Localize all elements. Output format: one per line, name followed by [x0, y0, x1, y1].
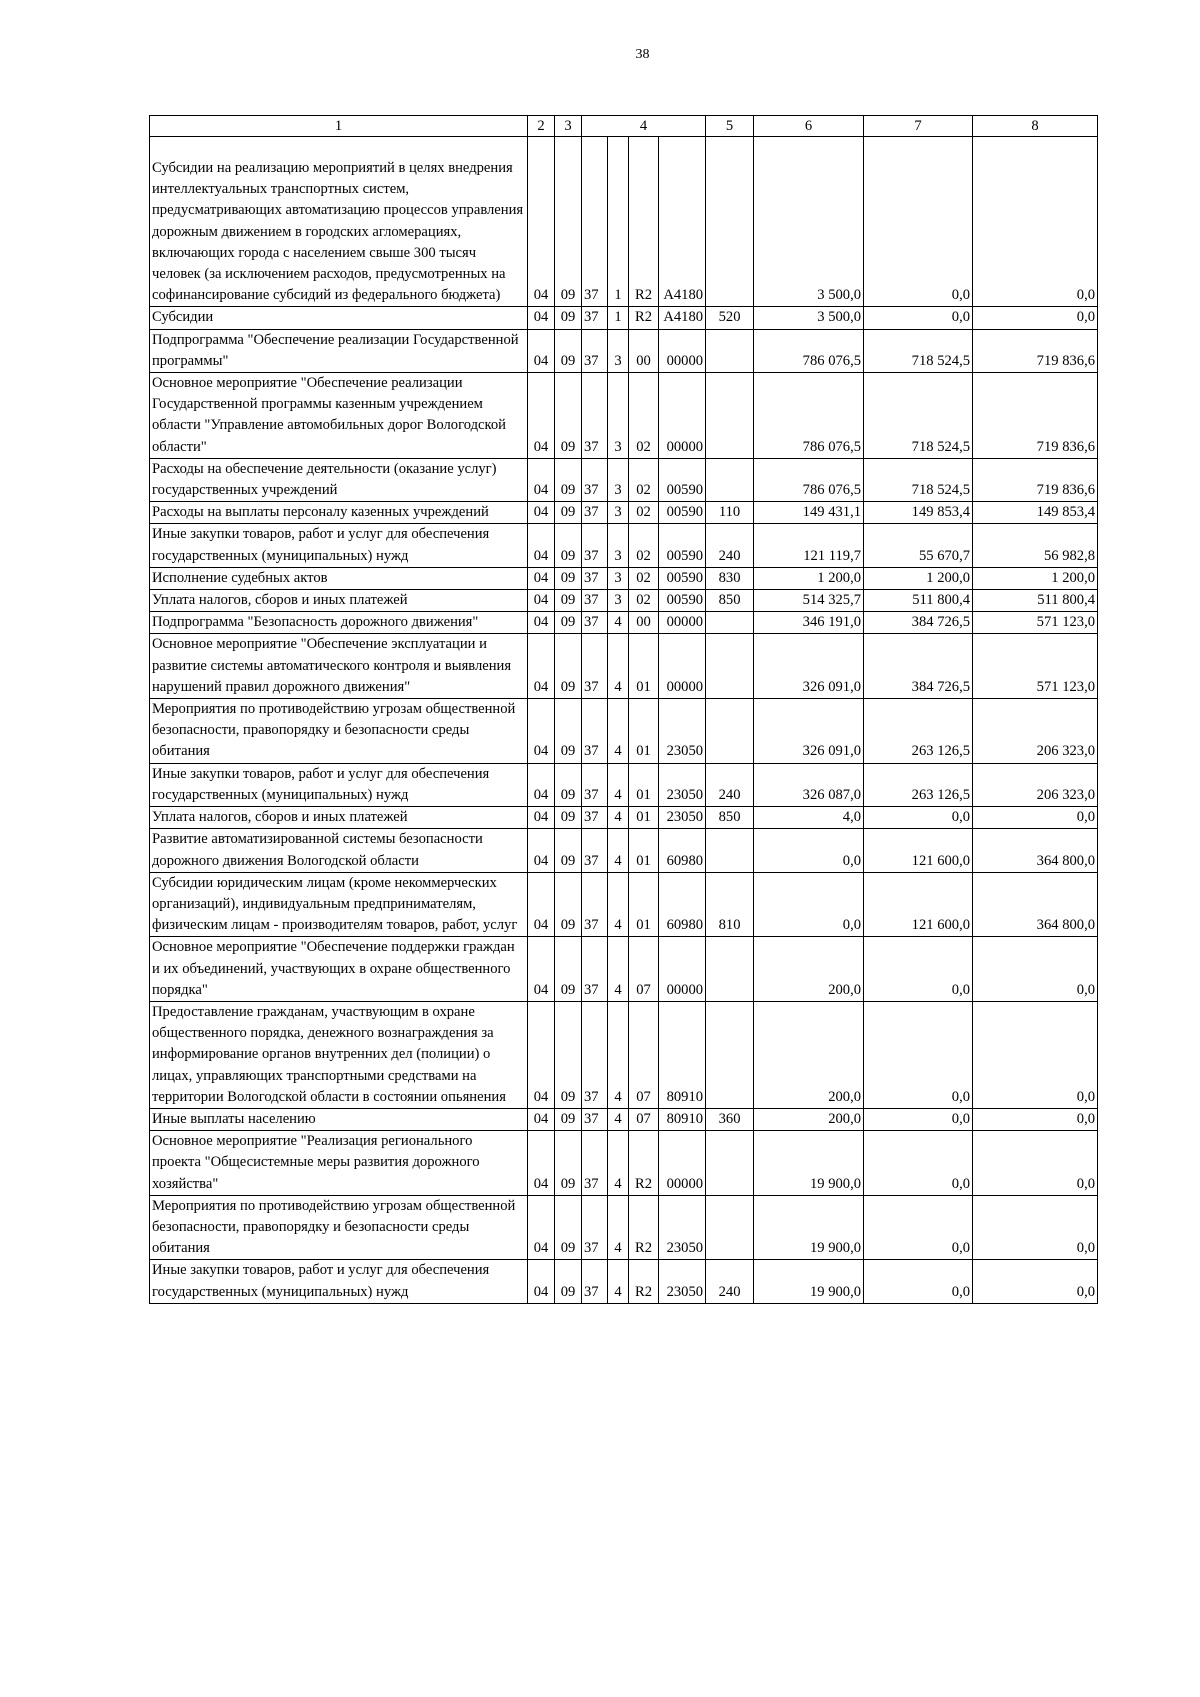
program-code-cell: 37: [582, 872, 608, 937]
subsection-code-cell: 09: [555, 937, 582, 1002]
direction-code-cell: 80910: [659, 1001, 706, 1108]
row-name-cell: Субсидии: [150, 307, 528, 329]
header-cell: 1: [150, 116, 528, 137]
amount-col8-cell: 719 836,6: [973, 458, 1098, 501]
section-code-cell: 04: [528, 458, 555, 501]
direction-code-cell: 23050: [659, 1195, 706, 1260]
amount-col6-cell: 514 325,7: [754, 590, 864, 612]
direction-code-cell: 00590: [659, 590, 706, 612]
table-row: [150, 1108, 1098, 1130]
amount-col8-cell: 0,0: [973, 137, 1098, 307]
subprogram-code-cell: 1: [608, 137, 629, 307]
activity-code-cell: 01: [629, 763, 659, 806]
activity-code-cell: R2: [629, 1195, 659, 1260]
expense-type-cell: 240: [706, 763, 754, 806]
row-name-cell: Исполнение судебных актов: [150, 567, 528, 589]
amount-col8-cell: 571 123,0: [973, 612, 1098, 634]
subsection-code-cell: 09: [555, 373, 582, 459]
amount-col8-cell: 364 800,0: [973, 872, 1098, 937]
amount-col6-cell: 346 191,0: [754, 612, 864, 634]
table-row: [150, 937, 1098, 1002]
amount-col6-cell: 1 200,0: [754, 567, 864, 589]
amount-col6-cell: 786 076,5: [754, 373, 864, 459]
row-name-cell: Расходы на обеспечение деятельности (оказание услуг) государственных учреждений: [150, 458, 528, 501]
table-row: [150, 567, 1098, 589]
expense-type-cell: 520: [706, 307, 754, 329]
direction-code-cell: 00000: [659, 373, 706, 459]
amount-col8-cell: 0,0: [973, 1001, 1098, 1108]
subprogram-code-cell: 4: [608, 634, 629, 699]
amount-col6-cell: 3 500,0: [754, 137, 864, 307]
amount-col7-cell: 511 800,4: [864, 590, 973, 612]
expense-type-cell: [706, 937, 754, 1002]
subsection-code-cell: 09: [555, 307, 582, 329]
table-row: [150, 524, 1098, 567]
subprogram-code-cell: 3: [608, 524, 629, 567]
amount-col6-cell: 786 076,5: [754, 329, 864, 372]
subprogram-code-cell: 4: [608, 829, 629, 872]
direction-code-cell: 23050: [659, 699, 706, 764]
program-code-cell: 37: [582, 763, 608, 806]
subprogram-code-cell: 4: [608, 763, 629, 806]
program-code-cell: 37: [582, 1195, 608, 1260]
section-code-cell: 04: [528, 807, 555, 829]
activity-code-cell: 00: [629, 329, 659, 372]
section-code-cell: 04: [528, 937, 555, 1002]
table-row: [150, 1260, 1098, 1303]
amount-col8-cell: 1 200,0: [973, 567, 1098, 589]
amount-col7-cell: 0,0: [864, 307, 973, 329]
activity-code-cell: R2: [629, 137, 659, 307]
section-code-cell: 04: [528, 1195, 555, 1260]
program-code-cell: 37: [582, 502, 608, 524]
expense-type-cell: [706, 458, 754, 501]
activity-code-cell: R2: [629, 307, 659, 329]
amount-col7-cell: 0,0: [864, 1131, 973, 1196]
table-row: [150, 329, 1098, 372]
program-code-cell: 37: [582, 458, 608, 501]
amount-col8-cell: 56 982,8: [973, 524, 1098, 567]
program-code-cell: 37: [582, 137, 608, 307]
table-row: [150, 458, 1098, 501]
amount-col7-cell: 149 853,4: [864, 502, 973, 524]
direction-code-cell: 00000: [659, 634, 706, 699]
subprogram-code-cell: 3: [608, 458, 629, 501]
amount-col7-cell: 121 600,0: [864, 872, 973, 937]
section-code-cell: 04: [528, 1131, 555, 1196]
activity-code-cell: 01: [629, 807, 659, 829]
subsection-code-cell: 09: [555, 612, 582, 634]
section-code-cell: 04: [528, 699, 555, 764]
amount-col6-cell: 149 431,1: [754, 502, 864, 524]
activity-code-cell: 02: [629, 373, 659, 459]
activity-code-cell: 00: [629, 612, 659, 634]
row-name-cell: Иные выплаты населению: [150, 1108, 528, 1130]
activity-code-cell: 02: [629, 567, 659, 589]
program-code-cell: 37: [582, 699, 608, 764]
row-name-cell: Основное мероприятие "Реализация регионального проекта "Общесистемные меры развития дорожного хозяйства": [150, 1131, 528, 1196]
table-row: [150, 872, 1098, 937]
table-row: [150, 590, 1098, 612]
subprogram-code-cell: 3: [608, 373, 629, 459]
table-row: [150, 307, 1098, 329]
row-name-cell: Мероприятия по противодействию угрозам общественной безопасности, правопорядку и безопасности среды обитания: [150, 699, 528, 764]
expense-type-cell: 830: [706, 567, 754, 589]
amount-col7-cell: 0,0: [864, 1108, 973, 1130]
program-code-cell: 37: [582, 612, 608, 634]
section-code-cell: 04: [528, 829, 555, 872]
expense-type-cell: [706, 137, 754, 307]
header-row: [150, 116, 1098, 137]
expense-type-cell: [706, 1195, 754, 1260]
subprogram-code-cell: 4: [608, 872, 629, 937]
subsection-code-cell: 09: [555, 1001, 582, 1108]
row-name-cell: Подпрограмма "Обеспечение реализации Государственной программы": [150, 329, 528, 372]
direction-code-cell: 00000: [659, 1131, 706, 1196]
expense-type-cell: 240: [706, 1260, 754, 1303]
subprogram-code-cell: 3: [608, 502, 629, 524]
amount-col7-cell: 0,0: [864, 1001, 973, 1108]
table-row: [150, 137, 1098, 307]
section-code-cell: 04: [528, 872, 555, 937]
direction-code-cell: 00590: [659, 502, 706, 524]
subprogram-code-cell: 4: [608, 1195, 629, 1260]
table-row: [150, 1001, 1098, 1108]
section-code-cell: 04: [528, 307, 555, 329]
activity-code-cell: 02: [629, 590, 659, 612]
amount-col7-cell: 718 524,5: [864, 458, 973, 501]
row-name-cell: Уплата налогов, сборов и иных платежей: [150, 807, 528, 829]
subprogram-code-cell: 4: [608, 1108, 629, 1130]
table-row: [150, 634, 1098, 699]
amount-col8-cell: 364 800,0: [973, 829, 1098, 872]
section-code-cell: 04: [528, 1001, 555, 1108]
table-row: [150, 807, 1098, 829]
row-name-cell: Уплата налогов, сборов и иных платежей: [150, 590, 528, 612]
subprogram-code-cell: 1: [608, 307, 629, 329]
amount-col8-cell: 511 800,4: [973, 590, 1098, 612]
amount-col8-cell: 719 836,6: [973, 329, 1098, 372]
header-cell: 2: [528, 116, 555, 137]
program-code-cell: 37: [582, 329, 608, 372]
program-code-cell: 37: [582, 567, 608, 589]
amount-col6-cell: 200,0: [754, 1108, 864, 1130]
subprogram-code-cell: 4: [608, 612, 629, 634]
program-code-cell: 37: [582, 1131, 608, 1196]
section-code-cell: 04: [528, 567, 555, 589]
direction-code-cell: A4180: [659, 137, 706, 307]
amount-col8-cell: 206 323,0: [973, 699, 1098, 764]
amount-col7-cell: 384 726,5: [864, 634, 973, 699]
program-code-cell: 37: [582, 307, 608, 329]
amount-col8-cell: 0,0: [973, 307, 1098, 329]
program-code-cell: 37: [582, 1001, 608, 1108]
amount-col8-cell: 0,0: [973, 1260, 1098, 1303]
expense-type-cell: [706, 634, 754, 699]
activity-code-cell: R2: [629, 1260, 659, 1303]
table-row: [150, 1131, 1098, 1196]
expense-type-cell: [706, 1001, 754, 1108]
section-code-cell: 04: [528, 502, 555, 524]
amount-col7-cell: 0,0: [864, 807, 973, 829]
expense-type-cell: [706, 612, 754, 634]
activity-code-cell: 07: [629, 937, 659, 1002]
amount-col6-cell: 0,0: [754, 872, 864, 937]
program-code-cell: 37: [582, 1108, 608, 1130]
amount-col7-cell: 263 126,5: [864, 699, 973, 764]
amount-col6-cell: 786 076,5: [754, 458, 864, 501]
table-body: [150, 137, 1098, 1304]
subsection-code-cell: 09: [555, 699, 582, 764]
activity-code-cell: 01: [629, 699, 659, 764]
subsection-code-cell: 09: [555, 763, 582, 806]
amount-col6-cell: 121 119,7: [754, 524, 864, 567]
subprogram-code-cell: 4: [608, 1131, 629, 1196]
section-code-cell: 04: [528, 634, 555, 699]
section-code-cell: 04: [528, 524, 555, 567]
amount-col7-cell: 718 524,5: [864, 329, 973, 372]
header-cell: 8: [973, 116, 1098, 137]
amount-col6-cell: 19 900,0: [754, 1195, 864, 1260]
activity-code-cell: 02: [629, 458, 659, 501]
amount-col8-cell: 0,0: [973, 937, 1098, 1002]
activity-code-cell: 01: [629, 872, 659, 937]
subprogram-code-cell: 3: [608, 567, 629, 589]
program-code-cell: 37: [582, 829, 608, 872]
amount-col8-cell: 719 836,6: [973, 373, 1098, 459]
subsection-code-cell: 09: [555, 1260, 582, 1303]
header-cell: 3: [555, 116, 582, 137]
activity-code-cell: 02: [629, 502, 659, 524]
subsection-code-cell: 09: [555, 524, 582, 567]
page-number: 38: [635, 47, 650, 62]
expense-type-cell: 810: [706, 872, 754, 937]
amount-col7-cell: 0,0: [864, 1195, 973, 1260]
amount-col6-cell: 19 900,0: [754, 1131, 864, 1196]
amount-col7-cell: 0,0: [864, 937, 973, 1002]
expense-type-cell: [706, 1131, 754, 1196]
direction-code-cell: 60980: [659, 872, 706, 937]
row-name-cell: Субсидии на реализацию мероприятий в целях внедрения интеллектуальных транспортных систем, предусматривающих автоматизацию процессов управления дорожным движением в городских агломерациях, включающих города с населением свыше 300 тысяч человек (за исключением расходов, предусмотренных на софинансирование субсидий из федерального бюджета): [150, 137, 528, 307]
row-name-cell: Мероприятия по противодействию угрозам общественной безопасности, правопорядку и безопасности среды обитания: [150, 1195, 528, 1260]
program-code-cell: 37: [582, 524, 608, 567]
amount-col7-cell: 0,0: [864, 137, 973, 307]
amount-col8-cell: 0,0: [973, 1108, 1098, 1130]
subsection-code-cell: 09: [555, 634, 582, 699]
section-code-cell: 04: [528, 137, 555, 307]
subprogram-code-cell: 3: [608, 329, 629, 372]
subsection-code-cell: 09: [555, 1195, 582, 1260]
row-name-cell: Иные закупки товаров, работ и услуг для обеспечения государственных (муниципальных) нужд: [150, 763, 528, 806]
amount-col7-cell: 0,0: [864, 1260, 973, 1303]
subsection-code-cell: 09: [555, 502, 582, 524]
amount-col8-cell: 149 853,4: [973, 502, 1098, 524]
subsection-code-cell: 09: [555, 137, 582, 307]
expense-type-cell: [706, 699, 754, 764]
subsection-code-cell: 09: [555, 829, 582, 872]
subsection-code-cell: 09: [555, 329, 582, 372]
section-code-cell: 04: [528, 590, 555, 612]
subprogram-code-cell: 4: [608, 807, 629, 829]
program-code-cell: 37: [582, 590, 608, 612]
amount-col8-cell: 0,0: [973, 1195, 1098, 1260]
subsection-code-cell: 09: [555, 807, 582, 829]
direction-code-cell: 80910: [659, 1108, 706, 1130]
amount-col7-cell: 1 200,0: [864, 567, 973, 589]
activity-code-cell: 07: [629, 1108, 659, 1130]
section-code-cell: 04: [528, 1108, 555, 1130]
table-row: [150, 699, 1098, 764]
subsection-code-cell: 09: [555, 1131, 582, 1196]
table-row: [150, 373, 1098, 459]
amount-col6-cell: 19 900,0: [754, 1260, 864, 1303]
amount-col6-cell: 200,0: [754, 1001, 864, 1108]
direction-code-cell: 23050: [659, 1260, 706, 1303]
expense-type-cell: [706, 329, 754, 372]
direction-code-cell: 00590: [659, 458, 706, 501]
amount-col6-cell: 200,0: [754, 937, 864, 1002]
direction-code-cell: 00000: [659, 329, 706, 372]
direction-code-cell: A4180: [659, 307, 706, 329]
header-cell: 4: [582, 116, 706, 137]
section-code-cell: 04: [528, 1260, 555, 1303]
expense-type-cell: 240: [706, 524, 754, 567]
subprogram-code-cell: 4: [608, 937, 629, 1002]
section-code-cell: 04: [528, 329, 555, 372]
row-name-cell: Основное мероприятие "Обеспечение поддержки граждан и их объединений, участвующих в охране общественного порядка": [150, 937, 528, 1002]
program-code-cell: 37: [582, 937, 608, 1002]
amount-col6-cell: 326 091,0: [754, 634, 864, 699]
activity-code-cell: 07: [629, 1001, 659, 1108]
direction-code-cell: 23050: [659, 763, 706, 806]
amount-col6-cell: 0,0: [754, 829, 864, 872]
amount-col8-cell: 0,0: [973, 1131, 1098, 1196]
amount-col6-cell: 326 091,0: [754, 699, 864, 764]
amount-col8-cell: 571 123,0: [973, 634, 1098, 699]
direction-code-cell: 00000: [659, 937, 706, 1002]
program-code-cell: 37: [582, 373, 608, 459]
subsection-code-cell: 09: [555, 872, 582, 937]
activity-code-cell: 01: [629, 829, 659, 872]
direction-code-cell: 23050: [659, 807, 706, 829]
header-cell: 7: [864, 116, 973, 137]
subsection-code-cell: 09: [555, 458, 582, 501]
expense-type-cell: [706, 829, 754, 872]
table-row: [150, 502, 1098, 524]
table-row: [150, 1195, 1098, 1260]
row-name-cell: Субсидии юридическим лицам (кроме некоммерческих организаций), индивидуальным предпринимателям, физическим лицам - производителям товаров, работ, услуг: [150, 872, 528, 937]
row-name-cell: Иные закупки товаров, работ и услуг для обеспечения государственных (муниципальных) нужд: [150, 524, 528, 567]
direction-code-cell: 60980: [659, 829, 706, 872]
program-code-cell: 37: [582, 1260, 608, 1303]
activity-code-cell: 02: [629, 524, 659, 567]
table-row: [150, 829, 1098, 872]
subsection-code-cell: 09: [555, 1108, 582, 1130]
row-name-cell: Основное мероприятие "Обеспечение эксплуатации и развитие системы автоматического контроля и выявления нарушений правил дорожного движения": [150, 634, 528, 699]
table-row: [150, 612, 1098, 634]
amount-col7-cell: 718 524,5: [864, 373, 973, 459]
budget-table: [149, 115, 1098, 1304]
subsection-code-cell: 09: [555, 590, 582, 612]
section-code-cell: 04: [528, 612, 555, 634]
subprogram-code-cell: 4: [608, 699, 629, 764]
header-cell: 6: [754, 116, 864, 137]
direction-code-cell: 00000: [659, 612, 706, 634]
amount-col8-cell: 206 323,0: [973, 763, 1098, 806]
program-code-cell: 37: [582, 807, 608, 829]
subsection-code-cell: 09: [555, 567, 582, 589]
activity-code-cell: R2: [629, 1131, 659, 1196]
amount-col7-cell: 121 600,0: [864, 829, 973, 872]
row-name-cell: Основное мероприятие "Обеспечение реализации Государственной программы казенным учреждением области "Управление автомобильных дорог Вологодской области": [150, 373, 528, 459]
amount-col6-cell: 326 087,0: [754, 763, 864, 806]
direction-code-cell: 00590: [659, 524, 706, 567]
subprogram-code-cell: 4: [608, 1001, 629, 1108]
amount-col7-cell: 55 670,7: [864, 524, 973, 567]
row-name-cell: Расходы на выплаты персоналу казенных учреждений: [150, 502, 528, 524]
amount-col6-cell: 4,0: [754, 807, 864, 829]
expense-type-cell: 360: [706, 1108, 754, 1130]
row-name-cell: Иные закупки товаров, работ и услуг для обеспечения государственных (муниципальных) нужд: [150, 1260, 528, 1303]
expense-type-cell: 110: [706, 502, 754, 524]
expense-type-cell: [706, 373, 754, 459]
subprogram-code-cell: 3: [608, 590, 629, 612]
row-name-cell: Предоставление гражданам, участвующим в охране общественного порядка, денежного вознаграждения за информирование органов внутренних дел (полиции) о лицах, управляющих транспортными средствами на территории Вологодской области в состоянии опьянения: [150, 1001, 528, 1108]
amount-col6-cell: 3 500,0: [754, 307, 864, 329]
row-name-cell: Развитие автоматизированной системы безопасности дорожного движения Вологодской области: [150, 829, 528, 872]
expense-type-cell: 850: [706, 807, 754, 829]
amount-col7-cell: 384 726,5: [864, 612, 973, 634]
program-code-cell: 37: [582, 634, 608, 699]
row-name-cell: Подпрограмма "Безопасность дорожного движения": [150, 612, 528, 634]
direction-code-cell: 00590: [659, 567, 706, 589]
amount-col7-cell: 263 126,5: [864, 763, 973, 806]
section-code-cell: 04: [528, 373, 555, 459]
table-row: [150, 763, 1098, 806]
section-code-cell: 04: [528, 763, 555, 806]
subprogram-code-cell: 4: [608, 1260, 629, 1303]
activity-code-cell: 01: [629, 634, 659, 699]
amount-col8-cell: 0,0: [973, 807, 1098, 829]
expense-type-cell: 850: [706, 590, 754, 612]
header-cell: 5: [706, 116, 754, 137]
